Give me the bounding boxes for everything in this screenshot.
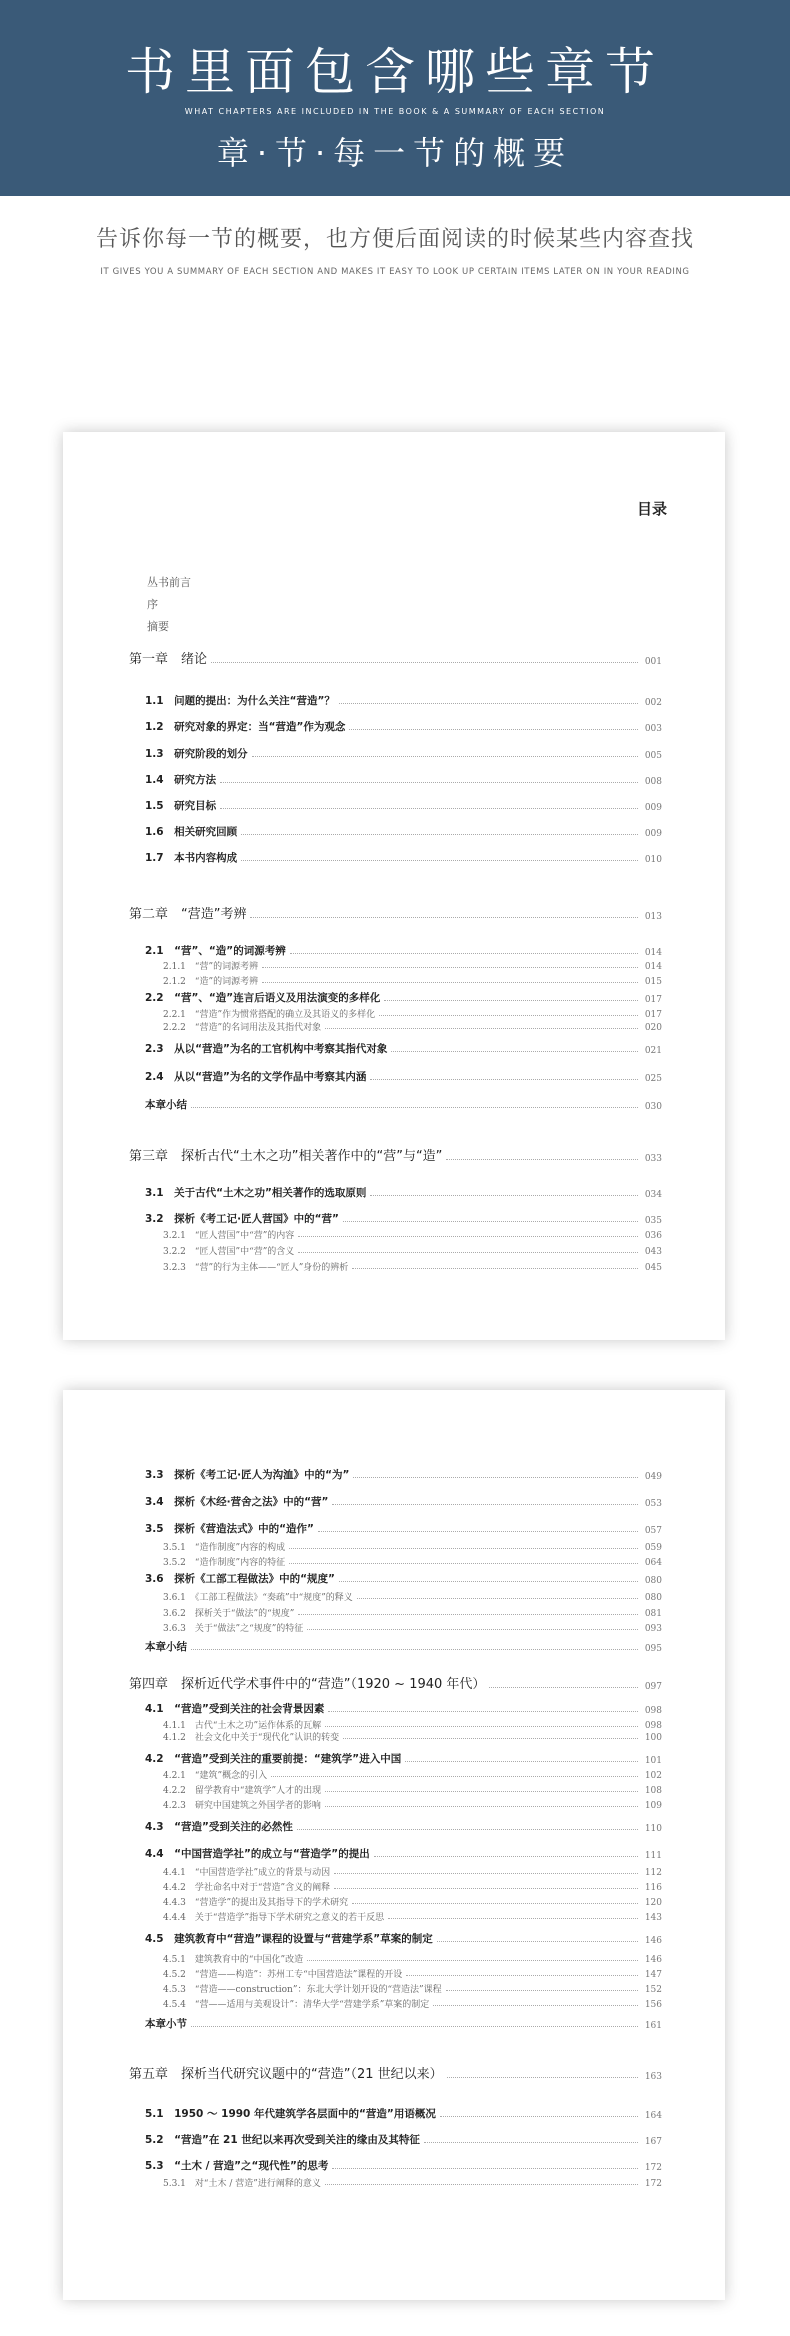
toc-entry-label: 4.4.4 关于“营造学”指导下学术研究之意义的若干反思: [163, 1913, 385, 1923]
dot-leader: [334, 1888, 638, 1889]
toc-entry-page: 035: [644, 1216, 662, 1226]
dot-leader: [433, 2005, 638, 2006]
dot-leader: [352, 1903, 638, 1904]
toc-entry-page: 152: [644, 1985, 662, 1995]
toc-entry-page: 172: [644, 2163, 662, 2173]
toc-entry-page: 146: [644, 1955, 662, 1965]
toc-entry-section[interactable]: [145, 1845, 662, 1861]
toc-entry-label: 3.6 探析《工部工程做法》中的“规度”: [145, 1573, 335, 1585]
dot-leader: [489, 1687, 638, 1688]
toc-entry-page: 059: [644, 1543, 662, 1553]
toc-entry-page: 014: [644, 948, 662, 958]
banner-title: 书里面包含哪些章节: [125, 43, 665, 101]
toc-entry-label: 1.5 研究目标: [145, 800, 217, 812]
toc-entry-page: 110: [644, 1824, 662, 1834]
dot-leader: [332, 2168, 638, 2169]
toc-entry-page: 101: [644, 1756, 662, 1766]
dot-leader: [384, 1000, 638, 1001]
dot-leader: [328, 1711, 638, 1712]
toc-entry-section[interactable]: [145, 942, 662, 958]
toc-entry-page: 013: [644, 912, 662, 922]
dot-leader: [352, 1268, 638, 1269]
dot-leader: [370, 1195, 638, 1196]
toc-entry-section[interactable]: [145, 1184, 662, 1200]
toc-entry-page: 036: [644, 1231, 662, 1241]
toc-entry-section[interactable]: [145, 823, 662, 839]
toc-entry-page: 111: [644, 1851, 662, 1861]
toc-entry-label: 3.6.2 探析关于“做法”的“规度”: [163, 1609, 295, 1619]
toc-entry-section[interactable]: [145, 1210, 662, 1226]
toc-entry-label: 5.1 1950 ～ 1990 年代建筑学各层面中的“营造”用语概况: [145, 2108, 436, 2120]
toc-entry-label: 第五章 探析当代研究议题中的“营造”（21 世纪以来）: [129, 2067, 443, 2082]
toc-entry-label: 2.3 从以“营造”为名的工官机构中考察其指代对象: [145, 1043, 388, 1055]
dot-leader: [298, 1236, 638, 1237]
toc-entry-sub[interactable]: [163, 1621, 662, 1634]
toc-entry-page: 146: [644, 1936, 662, 1946]
dot-leader: [406, 1975, 638, 1976]
dot-leader: [191, 1107, 638, 1108]
dot-leader: [307, 1629, 638, 1630]
front-matter-item[interactable]: 丛书前言: [147, 576, 191, 589]
toc-entry-sub[interactable]: [163, 974, 662, 987]
toc-entry-sub[interactable]: [163, 1590, 662, 1603]
toc-entry-page: 030: [644, 1102, 662, 1112]
toc-entry-section[interactable]: [145, 718, 662, 734]
dot-leader: [405, 1761, 638, 1762]
toc-entry-sub[interactable]: [163, 2176, 662, 2189]
toc-entry-sub[interactable]: [163, 1007, 662, 1020]
dot-leader: [298, 1614, 638, 1615]
toc-entry-page: 057: [644, 1526, 662, 1536]
toc-entry-section[interactable]: [145, 1493, 662, 1509]
toc-entry-section[interactable]: [145, 1570, 662, 1586]
toc-entry-page: 161: [644, 2021, 662, 2031]
toc-entry-page: 163: [644, 2072, 662, 2082]
toc-entry-page: 120: [644, 1898, 662, 1908]
toc-entry-chapter[interactable]: [129, 645, 662, 667]
dot-leader: [357, 1598, 638, 1599]
toc-entry-section[interactable]: [145, 1818, 662, 1834]
dot-leader: [191, 1649, 638, 1650]
toc-entry-label: 4.3 “营造”受到关注的必然性: [145, 1821, 293, 1833]
dot-leader: [325, 1726, 638, 1727]
toc-entry-sub[interactable]: [163, 1910, 662, 1923]
toc-entry-label: 2.1.1 “营”的词源考辨: [163, 962, 259, 972]
toc-entry-page: 045: [644, 1263, 662, 1273]
toc-entry-sub[interactable]: [163, 1730, 662, 1743]
toc-entry-label: 4.5.2 “营造——构造”：苏州工专“中国营造法”课程的开设: [163, 1970, 403, 1980]
toc-entry-page: 080: [644, 1576, 662, 1586]
toc-entry-label: 1.3 研究阶段的划分: [145, 748, 248, 760]
dot-leader: [298, 1252, 638, 1253]
toc-entry-label: 1.7 本书内容构成: [145, 852, 238, 864]
toc-entry-plain[interactable]: [145, 2015, 662, 2031]
toc-entry-label: 本章小结: [145, 1099, 187, 1111]
dot-leader: [220, 782, 638, 783]
toc-entry-section[interactable]: [145, 797, 662, 813]
toc-entry-section[interactable]: [145, 1750, 662, 1766]
dot-leader: [241, 860, 638, 861]
toc-entry-page: 008: [644, 777, 662, 787]
toc-entry-label: 5.2 “营造”在 21 世纪以来再次受到关注的缘由及其特征: [145, 2134, 420, 2146]
header-banner: [0, 0, 790, 196]
toc-entry-page: 049: [644, 1472, 662, 1482]
toc-entry-label: 1.1 问题的提出：为什么关注“营造”？: [145, 695, 335, 707]
toc-entry-page: 025: [644, 1074, 662, 1084]
toc-entry-page: 100: [644, 1733, 662, 1743]
toc-entry-sub[interactable]: [163, 1020, 662, 1033]
toc-entry-label: 4.1 “营造”受到关注的社会背景因素: [145, 1703, 325, 1715]
toc-entry-label: 4.1.2 社会文化中关于“现代化”认识的转变: [163, 1733, 340, 1743]
toc-entry-label: 4.4.2 学社命名中对于“营造”含义的阐释: [163, 1883, 331, 1893]
toc-entry-page: 156: [644, 2000, 662, 2010]
toc-entry-label: 4.2.3 研究中国建筑之外国学者的影响: [163, 1801, 321, 1811]
toc-entry-page: 009: [644, 829, 662, 839]
dot-leader: [447, 2077, 638, 2078]
dot-leader: [446, 1990, 638, 1991]
toc-entry-label: 4.5 建筑教育中“营造”课程的设置与“营建学系”草案的制定: [145, 1933, 433, 1945]
toc-entry-label: 2.2 “营”、“造”连言后语义及用法演变的多样化: [145, 992, 381, 1004]
toc-entry-page: 097: [644, 1682, 662, 1692]
toc-entry-sub[interactable]: [163, 1540, 662, 1553]
toc-entry-label: 第四章 探析近代学术事件中的“营造”（1920 ~ 1940 年代）: [129, 1677, 486, 1692]
banner-subtitle: 章·节·每一节的概要: [216, 134, 574, 172]
toc-entry-sub[interactable]: [163, 1798, 662, 1811]
toc-entry-page: 143: [644, 1913, 662, 1923]
toc-entry-page: 172: [644, 2179, 662, 2189]
toc-entry-page: 080: [644, 1593, 662, 1603]
dot-leader: [307, 1960, 638, 1961]
toc-entry-label: 第二章 “营造”考辨: [129, 907, 247, 922]
dot-leader: [325, 2184, 638, 2185]
front-matter-item[interactable]: 摘要: [147, 620, 169, 633]
dot-leader: [290, 953, 638, 954]
toc-entry-section[interactable]: [145, 745, 662, 761]
toc-entry-sub[interactable]: [163, 1967, 662, 1980]
toc-entry-page: 001: [644, 657, 662, 667]
dot-leader: [325, 1791, 638, 1792]
toc-entry-section[interactable]: [145, 1930, 662, 1946]
toc-entry-section[interactable]: [145, 1068, 662, 1084]
toc-entry-sub[interactable]: [163, 1952, 662, 1965]
dot-leader: [241, 834, 638, 835]
toc-entry-page: 053: [644, 1499, 662, 1509]
dot-leader: [440, 2116, 638, 2117]
toc-entry-page: 033: [644, 1154, 662, 1164]
dot-leader: [339, 1581, 638, 1582]
toc-entry-section[interactable]: [145, 771, 662, 787]
toc-entry-label: 本章小结: [145, 1641, 187, 1653]
toc-entry-section[interactable]: [145, 2131, 662, 2147]
toc-entry-sub[interactable]: [163, 1865, 662, 1878]
dot-leader: [318, 1531, 638, 1532]
toc-entry-page: 021: [644, 1046, 662, 1056]
toc-entry-sub[interactable]: [163, 1895, 662, 1908]
toc-entry-label: 4.4.3 “营造学”的提出及其指导下的学术研究: [163, 1898, 349, 1908]
toc-entry-label: 第一章 绪论: [129, 652, 208, 667]
toc-entry-chapter[interactable]: [129, 2060, 662, 2082]
toc-entry-label: 3.6.1 《工部工程做法》“奏疏”中“规度”的释义: [163, 1593, 353, 1603]
toc-entry-section[interactable]: [145, 849, 662, 865]
toc-entry-label: 3.1 关于古代“土木之功”相关著作的选取原则: [145, 1187, 367, 1199]
dot-leader: [262, 982, 638, 983]
toc-entry-sub[interactable]: [163, 1997, 662, 2010]
toc-entry-page: 017: [644, 995, 662, 1005]
dot-leader: [250, 917, 638, 918]
toc-entry-page: 093: [644, 1624, 662, 1634]
dot-leader: [262, 967, 638, 968]
toc-entry-label: 3.5 探析《营造法式》中的“造作”: [145, 1523, 314, 1535]
toc-entry-label: 3.2.2 “匠人营国”中“营”的含义: [163, 1247, 295, 1257]
toc-entry-section[interactable]: [145, 1466, 662, 1482]
toc-entry-page: 010: [644, 855, 662, 865]
toc-entry-section[interactable]: [145, 1700, 662, 1716]
dot-leader: [339, 703, 638, 704]
toc-entry-section[interactable]: [145, 692, 662, 708]
dot-leader: [191, 2026, 638, 2027]
toc-entry-page: 112: [644, 1868, 662, 1878]
toc-entry-label: 2.2.2 “营造”的名词用法及其指代对象: [163, 1023, 322, 1033]
toc-entry-label: 3.2.1 “匠人营国”中“营”的内容: [163, 1231, 295, 1241]
dot-leader: [446, 1159, 638, 1160]
toc-entry-page: 005: [644, 751, 662, 761]
toc-entry-label: 3.3 探析《考工记·匠人为沟洫》中的“为”: [145, 1469, 350, 1481]
dot-leader: [220, 808, 638, 809]
toc-entry-page: 043: [644, 1247, 662, 1257]
intro-text: 告诉你每一节的概要，也方便后面阅读的时候某些内容查找: [95, 227, 694, 252]
toc-entry-page: 034: [644, 1190, 662, 1200]
toc-entry-page: 014: [644, 962, 662, 972]
front-matter-item[interactable]: 序: [147, 598, 158, 611]
toc-entry-sub[interactable]: [163, 1606, 662, 1619]
dot-leader: [379, 1015, 638, 1016]
toc-title: 目录: [636, 500, 667, 518]
toc-entry-page: 009: [644, 803, 662, 813]
dot-leader: [437, 1941, 638, 1942]
intro-text-en: IT GIVES YOU A SUMMARY OF EACH SECTION AND MAKES IT EASY TO LOOK UP CERTAIN ITEMS LATER ON IN YOUR READING: [100, 267, 690, 277]
toc-entry-page: 003: [644, 724, 662, 734]
toc-entry-sub[interactable]: [163, 1260, 662, 1273]
toc-entry-page: 109: [644, 1801, 662, 1811]
toc-entry-sub[interactable]: [163, 1228, 662, 1241]
toc-entry-sub[interactable]: [163, 1880, 662, 1893]
toc-entry-label: 2.4 从以“营造”为名的文学作品中考察其内涵: [145, 1071, 367, 1083]
dot-leader: [349, 729, 638, 730]
toc-entry-label: 4.4 “中国营造学社”的成立与“营造学”的提出: [145, 1848, 370, 1860]
toc-entry-label: 第三章 探析古代“土木之功”相关著作中的“营”与“造”: [129, 1149, 443, 1164]
toc-entry-label: 4.5.3 “营造——construction”：东北大学计划开设的“营造法”课程: [163, 1985, 442, 1995]
toc-entry-page: 098: [644, 1706, 662, 1716]
toc-entry-sub[interactable]: [163, 1244, 662, 1257]
toc-entry-page: 164: [644, 2111, 662, 2121]
toc-page-2: [63, 1390, 725, 2300]
toc-entry-page: 167: [644, 2137, 662, 2147]
dot-leader: [343, 1221, 638, 1222]
front-matter-list: [147, 572, 191, 638]
toc-entry-label: 1.4 研究方法: [145, 774, 217, 786]
toc-entry-section[interactable]: [145, 1040, 662, 1056]
dot-leader: [325, 1028, 638, 1029]
toc-entry-sub[interactable]: [163, 1768, 662, 1781]
dot-leader: [297, 1829, 638, 1830]
toc-entry-page: 102: [644, 1771, 662, 1781]
toc-entry-chapter[interactable]: [129, 1142, 662, 1164]
toc-entry-label: 3.2 探析《考工记·匠人营国》中的“营”: [145, 1213, 339, 1225]
toc-entry-section[interactable]: [145, 2157, 662, 2173]
toc-entry-label: 4.4.1 “中国营造学社”成立的背景与动因: [163, 1868, 331, 1878]
dot-leader: [370, 1079, 638, 1080]
toc-entry-label: 3.5.2 “造作制度”内容的特征: [163, 1558, 286, 1568]
toc-entry-page: 147: [644, 1970, 662, 1980]
toc-entry-label: 本章小节: [145, 2018, 187, 2030]
toc-entry-plain[interactable]: [145, 1638, 662, 1654]
dot-leader: [343, 1738, 638, 1739]
toc-entry-page: 081: [644, 1609, 662, 1619]
toc-entry-label: 1.2 研究对象的界定：当“营造”作为观念: [145, 721, 346, 733]
toc-entry-label: 4.5.4 “营——适用与美观设计”：清华大学“营建学系”草案的制定: [163, 2000, 430, 2010]
intro: [0, 222, 790, 277]
dot-leader: [353, 1477, 638, 1478]
dot-leader: [424, 2142, 638, 2143]
toc-entry-label: 3.2.3 “营”的行为主体——“匠人”身份的辨析: [163, 1263, 349, 1273]
toc-entry-section[interactable]: [145, 2105, 662, 2121]
dot-leader: [388, 1918, 638, 1919]
toc-entry-page: 064: [644, 1558, 662, 1568]
toc-entry-label: 4.2.2 留学教育中“建筑学”人才的出现: [163, 1786, 322, 1796]
toc-entry-sub[interactable]: [163, 959, 662, 972]
toc-entry-plain[interactable]: [145, 1096, 662, 1112]
toc-entry-label: 3.4 探析《木经·营舍之法》中的“营”: [145, 1496, 329, 1508]
toc-entry-section[interactable]: [145, 989, 662, 1005]
dot-leader: [325, 1806, 638, 1807]
toc-entry-label: 5.3.1 对“土木 / 营造”进行阐释的意义: [163, 2179, 321, 2189]
toc-entry-sub[interactable]: [163, 1982, 662, 1995]
toc-entry-label: 4.5.1 建筑教育中的“中国化”改造: [163, 1955, 304, 1965]
toc-entry-label: 3.6.3 关于“做法”之“规度”的特征: [163, 1624, 304, 1634]
toc-entry-label: 4.1.1 古代“土木之功”运作体系的瓦解: [163, 1721, 322, 1731]
toc-entry-sub[interactable]: [163, 1555, 662, 1568]
toc-entry-label: 4.2 “营造”受到关注的重要前提：“建筑学”进入中国: [145, 1753, 402, 1765]
toc-entry-chapter[interactable]: [129, 900, 662, 922]
toc-entry-page: 108: [644, 1786, 662, 1796]
toc-entry-label: 2.1.2 “造”的词源考辨: [163, 977, 259, 987]
dot-leader: [334, 1873, 638, 1874]
toc-entry-page: 020: [644, 1023, 662, 1033]
toc-entry-page: 015: [644, 977, 662, 987]
toc-entry-page: 095: [644, 1644, 662, 1654]
dot-leader: [374, 1856, 638, 1857]
dot-leader: [289, 1548, 638, 1549]
banner-title-en: WHAT CHAPTERS ARE INCLUDED IN THE BOOK & A SUMMARY OF EACH SECTION: [184, 107, 606, 116]
toc-entry-sub[interactable]: [163, 1783, 662, 1796]
toc-entry-page: 098: [644, 1721, 662, 1731]
toc-entry-chapter[interactable]: [129, 1670, 662, 1692]
toc-entry-page: 002: [644, 698, 662, 708]
toc-entry-label: 3.5.1 “造作制度”内容的构成: [163, 1543, 286, 1553]
dot-leader: [211, 662, 638, 663]
toc-entry-label: 2.2.1 “营造”作为惯常搭配的确立及其语义的多样化: [163, 1010, 376, 1020]
toc-entry-page: 116: [644, 1883, 662, 1893]
toc-entry-section[interactable]: [145, 1520, 662, 1536]
dot-leader: [252, 756, 638, 757]
toc-entry-label: 4.2.1 “建筑”概念的引入: [163, 1771, 268, 1781]
toc-entry-label: 2.1 “营”、“造”的词源考辨: [145, 945, 286, 957]
toc-entry-label: 5.3 “土木 / 营造”之“现代性”的思考: [145, 2160, 329, 2172]
dot-leader: [391, 1051, 638, 1052]
dot-leader: [271, 1776, 638, 1777]
toc-entry-page: 017: [644, 1010, 662, 1020]
dot-leader: [289, 1563, 638, 1564]
toc-page-1: [63, 432, 725, 1340]
dot-leader: [332, 1504, 638, 1505]
toc-entry-label: 1.6 相关研究回顾: [145, 826, 238, 838]
